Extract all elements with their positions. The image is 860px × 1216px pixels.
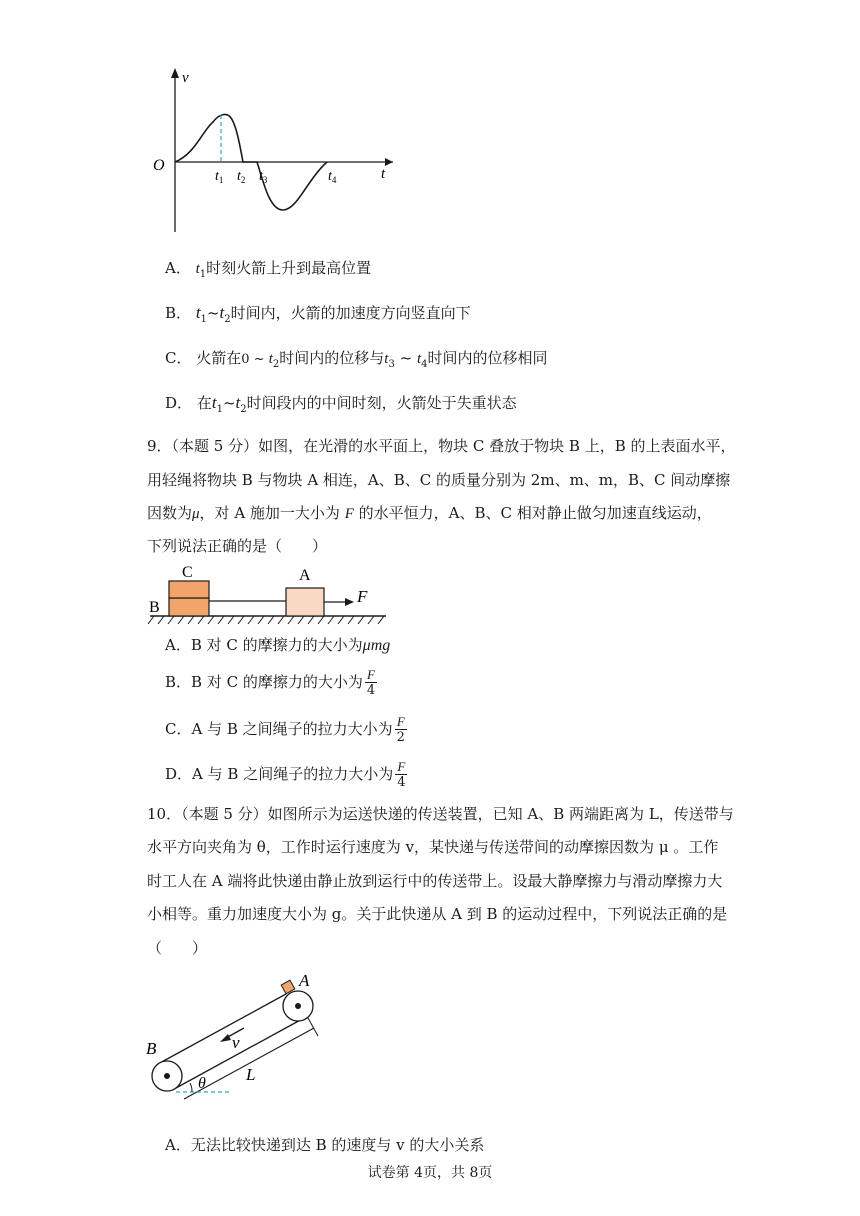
label-theta: θ	[198, 1075, 206, 1092]
fraction-f-over-2: $\frac{F}{2}$	[396, 713, 405, 745]
q10-stem-line1: 10．（本题 5 分）如图所示为运送快递的传送装置，已知 A、B 两端距离为 L，传送带与	[147, 805, 734, 823]
q9-option-d[interactable]: D． A 与 B 之间绳子的拉力大小为 $\frac{F}{4}$	[165, 758, 406, 790]
q8-option-c[interactable]: C． 火箭在0 ~ $t_2$时间内的位移与$t_3$ ~ $t_4$时间内的位移相同	[165, 349, 548, 370]
q10-stem-line4: 小相等。重力加速度大小为 g。关于此快递从 A 到 B 的运动过程中，下列说法正确的是	[147, 905, 728, 923]
belt-bottom	[176, 1018, 304, 1088]
q10-stem-line5: （ ）	[147, 939, 208, 957]
q8-option-a[interactable]: A． $t_1$时刻火箭上升到最高位置	[165, 259, 372, 280]
v-t-graph	[145, 62, 405, 242]
q9-option-a[interactable]: A．B 对 C 的摩擦力的大小为μmg	[165, 636, 391, 654]
q9-stem-line3: 因数为μ，对 A 施加一大小为 F 的水平恒力，A、B、C 相对静止做匀加速直线运动，	[147, 504, 712, 522]
force-arrow-head	[345, 598, 354, 606]
label-c: C	[182, 564, 193, 581]
q8-option-b[interactable]: B． $t_1\sim t_2$时间内，火箭的加速度方向竖直向下	[165, 303, 471, 325]
conveyor-figure	[140, 972, 340, 1104]
label-f: F	[357, 587, 368, 606]
q9-option-c[interactable]: C． A 与 B 之间绳子的拉力大小为 $\frac{F}{2}$	[165, 713, 405, 745]
v-axis-arrow	[171, 68, 179, 78]
block-b	[169, 598, 209, 616]
block-c	[169, 581, 209, 598]
t1-label: $t_1$	[215, 169, 224, 185]
t4-label: $t_4$	[328, 169, 337, 185]
q8-option-d[interactable]: D． 在$t_1\sim t_2$时间段内的中间时刻，火箭处于失重状态	[165, 393, 517, 415]
fraction-f-over-4: $\frac{F}{4}$	[366, 666, 376, 698]
label-v: v	[232, 1033, 240, 1052]
block-a	[286, 588, 324, 616]
q10-stem-line2: 水平方向夹角为 θ，工作时运行速度为 v，某快递与传送带间的动摩擦因数为 μ 。工作	[147, 838, 719, 856]
length-tick-a	[308, 1018, 318, 1036]
velocity-arrow-head	[220, 1034, 231, 1042]
label-b: B	[146, 1039, 157, 1058]
blocks-figure	[140, 560, 400, 632]
t2-label: $t_2$	[237, 169, 246, 185]
roller-b-axle	[164, 1073, 170, 1079]
q10-option-a[interactable]: A．无法比较快递到达 B 的速度与 v 的大小关系	[165, 1136, 485, 1154]
q9-option-b[interactable]: B． B 对 C 的摩擦力的大小为 $\frac{F}{4}$	[165, 666, 376, 698]
q9-stem-line1: 9．（本题 5 分）如图，在光滑的水平面上，物块 C 叠放于物块 B 上，B 的上表面水平，	[147, 437, 736, 455]
origin-label: O	[153, 157, 165, 174]
roller-a-axle	[295, 1003, 301, 1009]
t-axis-arrow	[385, 158, 393, 166]
fraction-f-over-4: $\frac{F}{4}$	[397, 758, 406, 790]
ground-hatching	[148, 616, 384, 624]
q9-stem-line2: 用轻绳将物块 B 与物块 A 相连，A、B、C 的质量分别为 2m、m、m，B、C 间动摩擦	[147, 471, 731, 489]
label-b: B	[149, 599, 160, 616]
q10-stem-line3: 时工人在 A 端将此快递由静止放到运行中的传送带上。设最大静摩擦力与滑动摩擦力大	[147, 872, 723, 890]
q9-stem-line4: 下列说法正确的是（ ）	[147, 537, 328, 555]
label-l: L	[246, 1065, 256, 1084]
t3-label: $t_3$	[259, 169, 268, 185]
label-a: A	[299, 972, 310, 990]
v-axis-label: v	[182, 70, 189, 86]
t-axis-label: t	[381, 166, 386, 182]
label-a: A	[299, 567, 311, 584]
angle-arc	[190, 1083, 192, 1092]
page-footer: 试卷第 4页，共 8页	[367, 1165, 493, 1181]
